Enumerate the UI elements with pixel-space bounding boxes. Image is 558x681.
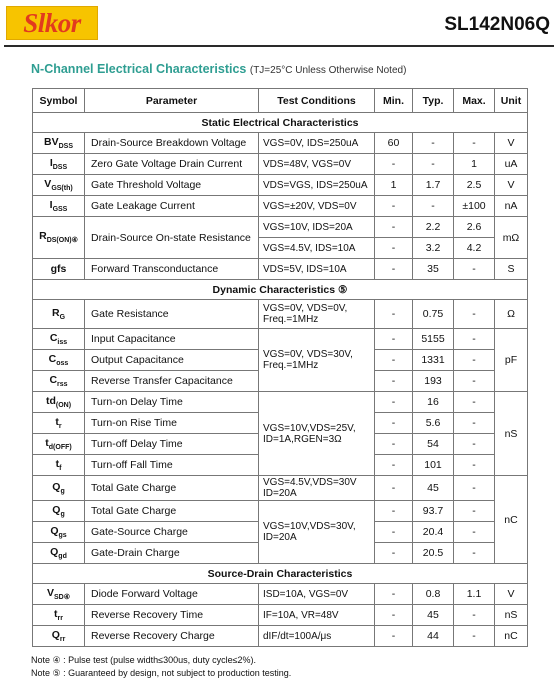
condition-cell: VGS=±20V, VDS=0V: [259, 196, 375, 217]
condition-cell: dIF/dt=100A/μs: [259, 626, 375, 647]
unit-cell: nS: [495, 605, 528, 626]
parameter-cell: Drain-Source Breakdown Voltage: [85, 133, 259, 154]
parameter-cell: Total Gate Charge: [85, 501, 259, 522]
condition-cell: VGS=10V,VDS=25V, ID=1A,RGEN=3Ω: [259, 392, 375, 476]
typ-cell: 1331: [413, 350, 454, 371]
symbol-cell: $Q_{gd}$: [33, 543, 85, 564]
min-cell: -: [375, 455, 413, 476]
condition-cell: VGS=10V,VDS=30V, ID=20A: [259, 501, 375, 564]
max-cell: -: [454, 476, 495, 501]
max-cell: -: [454, 259, 495, 280]
parameter-cell: Gate Threshold Voltage: [85, 175, 259, 196]
symbol-cell: $t_r$: [33, 413, 85, 434]
unit-cell: nC: [495, 626, 528, 647]
typ-cell: 101: [413, 455, 454, 476]
max-cell: -: [454, 371, 495, 392]
min-cell: -: [375, 476, 413, 501]
typ-cell: 0.8: [413, 584, 454, 605]
parameter-cell: Gate-Drain Charge: [85, 543, 259, 564]
min-cell: -: [375, 522, 413, 543]
condition-cell: VDS=5V, IDS=10A: [259, 259, 375, 280]
max-cell: -: [454, 455, 495, 476]
max-cell: -: [454, 605, 495, 626]
typ-cell: 20.5: [413, 543, 454, 564]
typ-cell: 16: [413, 392, 454, 413]
parameter-cell: Total Gate Charge: [85, 476, 259, 501]
min-cell: -: [375, 371, 413, 392]
parameter-cell: Turn-on Delay Time: [85, 392, 259, 413]
typ-cell: 5155: [413, 329, 454, 350]
symbol-cell: $Q_g$: [33, 501, 85, 522]
typ-cell: 2.2: [413, 217, 454, 238]
parameter-cell: Reverse Recovery Time: [85, 605, 259, 626]
typ-cell: 20.4: [413, 522, 454, 543]
typ-cell: -: [413, 133, 454, 154]
condition-cell: VGS=0V, VDS=30V, Freq.=1MHz: [259, 329, 375, 392]
symbol-cell: $BV_{DSS}$: [33, 133, 85, 154]
min-cell: -: [375, 259, 413, 280]
part-number: SL142N06Q: [444, 14, 550, 35]
max-cell: -: [454, 350, 495, 371]
symbol-cell: $C_{oss}$: [33, 350, 85, 371]
unit-cell: pF: [495, 329, 528, 392]
min-cell: -: [375, 413, 413, 434]
parameter-cell: Output Capacitance: [85, 350, 259, 371]
max-cell: -: [454, 133, 495, 154]
table-row: [33, 392, 528, 413]
company-logo: Slkor: [6, 6, 98, 40]
section-title-text: N-Channel Electrical Characteristics: [31, 62, 247, 76]
section-title: [31, 62, 406, 76]
condition-cell: VGS=0V, VDS=0V, Freq.=1MHz: [259, 300, 375, 329]
symbol-cell: $t_{rr}$: [33, 605, 85, 626]
table-row: [33, 476, 528, 501]
unit-cell: V: [495, 175, 528, 196]
unit-cell: V: [495, 133, 528, 154]
symbol-cell: $C_{rss}$: [33, 371, 85, 392]
typ-cell: 0.75: [413, 300, 454, 329]
typ-cell: -: [413, 196, 454, 217]
table-row: [33, 626, 528, 647]
min-cell: -: [375, 605, 413, 626]
min-cell: 60: [375, 133, 413, 154]
symbol-cell: $I_{GSS}$: [33, 196, 85, 217]
min-cell: -: [375, 329, 413, 350]
table-row: [33, 605, 528, 626]
note-5: Note ⑤ : Guaranteed by design, not subject to production testing.: [31, 668, 292, 678]
typ-cell: 1.7: [413, 175, 454, 196]
max-cell: -: [454, 626, 495, 647]
min-cell: -: [375, 350, 413, 371]
parameter-cell: Gate Leakage Current: [85, 196, 259, 217]
typ-cell: -: [413, 154, 454, 175]
min-cell: -: [375, 154, 413, 175]
max-cell: 4.2: [454, 238, 495, 259]
condition-cell: VGS=4.5V, IDS=10A: [259, 238, 375, 259]
min-cell: -: [375, 434, 413, 455]
unit-cell: V: [495, 584, 528, 605]
header-divider: [4, 45, 554, 47]
section-source-drain-label: Source-Drain Characteristics: [33, 564, 528, 584]
unit-cell: nC: [495, 476, 528, 564]
parameter-cell: Turn-off Fall Time: [85, 455, 259, 476]
header-typ: Typ.: [413, 89, 454, 113]
unit-cell: nS: [495, 392, 528, 476]
max-cell: 1: [454, 154, 495, 175]
note-4: Note ④ : Pulse test (pulse width≤300us, duty cycle≤2%).: [31, 655, 257, 665]
table-row: [33, 154, 528, 175]
max-cell: -: [454, 413, 495, 434]
symbol-cell: $Q_g$: [33, 476, 85, 501]
typ-cell: 5.6: [413, 413, 454, 434]
section-static-label: Static Electrical Characteristics: [33, 113, 528, 133]
parameter-cell: Forward Transconductance: [85, 259, 259, 280]
parameter-cell: Reverse Recovery Charge: [85, 626, 259, 647]
table-row: [33, 175, 528, 196]
min-cell: -: [375, 238, 413, 259]
max-cell: -: [454, 434, 495, 455]
parameter-cell: Turn-off Delay Time: [85, 434, 259, 455]
symbol-cell: $I_{DSS}$: [33, 154, 85, 175]
symbol-cell: gfs: [33, 259, 85, 280]
parameter-cell: Input Capacitance: [85, 329, 259, 350]
condition-cell: VGS=0V, IDS=250uA: [259, 133, 375, 154]
parameter-cell: Gate-Source Charge: [85, 522, 259, 543]
condition-cell: VGS=10V, IDS=20A: [259, 217, 375, 238]
min-cell: -: [375, 543, 413, 564]
table-row: [33, 501, 528, 522]
symbol-cell: $R_G$: [33, 300, 85, 329]
min-cell: -: [375, 501, 413, 522]
table-row: [33, 300, 528, 329]
max-cell: -: [454, 300, 495, 329]
max-cell: -: [454, 392, 495, 413]
parameter-cell: Reverse Transfer Capacitance: [85, 371, 259, 392]
parameter-cell: Zero Gate Voltage Drain Current: [85, 154, 259, 175]
header-conditions: Test Conditions: [259, 89, 375, 113]
unit-cell: uA: [495, 154, 528, 175]
footnotes: [31, 654, 291, 680]
header-unit: Unit: [495, 89, 528, 113]
parameter-cell: Drain-Source On-state Resistance: [85, 217, 259, 259]
table-row: [33, 329, 528, 350]
symbol-cell: $t_{d(OFF)}$: [33, 434, 85, 455]
section-dynamic-label: Dynamic Characteristics ⑤: [33, 280, 528, 300]
max-cell: -: [454, 329, 495, 350]
min-cell: -: [375, 196, 413, 217]
header-parameter: Parameter: [85, 89, 259, 113]
max-cell: 2.5: [454, 175, 495, 196]
min-cell: -: [375, 392, 413, 413]
symbol-cell: $V_{GS(th)}$: [33, 175, 85, 196]
condition-cell: VDS=48V, VGS=0V: [259, 154, 375, 175]
typ-cell: 45: [413, 605, 454, 626]
table-row: [33, 196, 528, 217]
typ-cell: 54: [413, 434, 454, 455]
min-cell: 1: [375, 175, 413, 196]
symbol-cell: $V_{SD④}$: [33, 584, 85, 605]
unit-cell: nA: [495, 196, 528, 217]
symbol-cell: $R_{DS(ON)④}$: [33, 217, 85, 259]
max-cell: 2.6: [454, 217, 495, 238]
typ-cell: 44: [413, 626, 454, 647]
header-symbol: Symbol: [33, 89, 85, 113]
max-cell: -: [454, 501, 495, 522]
condition-cell: VGS=4.5V,VDS=30V ID=20A: [259, 476, 375, 501]
max-cell: ±100: [454, 196, 495, 217]
unit-cell: Ω: [495, 300, 528, 329]
typ-cell: 93.7: [413, 501, 454, 522]
symbol-cell: $t_f$: [33, 455, 85, 476]
condition-cell: ISD=10A, VGS=0V: [259, 584, 375, 605]
header-max: Max.: [454, 89, 495, 113]
unit-cell: S: [495, 259, 528, 280]
section-condition: (TJ=25°C Unless Otherwise Noted): [249, 65, 407, 76]
parameter-cell: Turn-on Rise Time: [85, 413, 259, 434]
section-row-static: [33, 113, 528, 133]
min-cell: -: [375, 217, 413, 238]
section-row-source-drain: [33, 564, 528, 584]
header-min: Min.: [375, 89, 413, 113]
typ-cell: 35: [413, 259, 454, 280]
table-row: [33, 133, 528, 154]
condition-cell: IF=10A, VR=48V: [259, 605, 375, 626]
table-header-row: [33, 89, 528, 113]
symbol-cell: $Q_{gs}$: [33, 522, 85, 543]
symbol-cell: $Q_{rr}$: [33, 626, 85, 647]
max-cell: -: [454, 522, 495, 543]
condition-cell: VDS=VGS, IDS=250uA: [259, 175, 375, 196]
table-row: [33, 217, 528, 238]
min-cell: -: [375, 300, 413, 329]
max-cell: 1.1: [454, 584, 495, 605]
symbol-cell: $C_{iss}$: [33, 329, 85, 350]
min-cell: -: [375, 584, 413, 605]
min-cell: -: [375, 626, 413, 647]
section-row-dynamic: [33, 280, 528, 300]
symbol-cell: $td_{(ON)}$: [33, 392, 85, 413]
typ-cell: 193: [413, 371, 454, 392]
parameter-cell: Gate Resistance: [85, 300, 259, 329]
max-cell: -: [454, 543, 495, 564]
electrical-characteristics-table: [32, 88, 528, 647]
parameter-cell: Diode Forward Voltage: [85, 584, 259, 605]
table-row: [33, 584, 528, 605]
typ-cell: 3.2: [413, 238, 454, 259]
table-row: [33, 259, 528, 280]
typ-cell: 45: [413, 476, 454, 501]
unit-cell: mΩ: [495, 217, 528, 259]
